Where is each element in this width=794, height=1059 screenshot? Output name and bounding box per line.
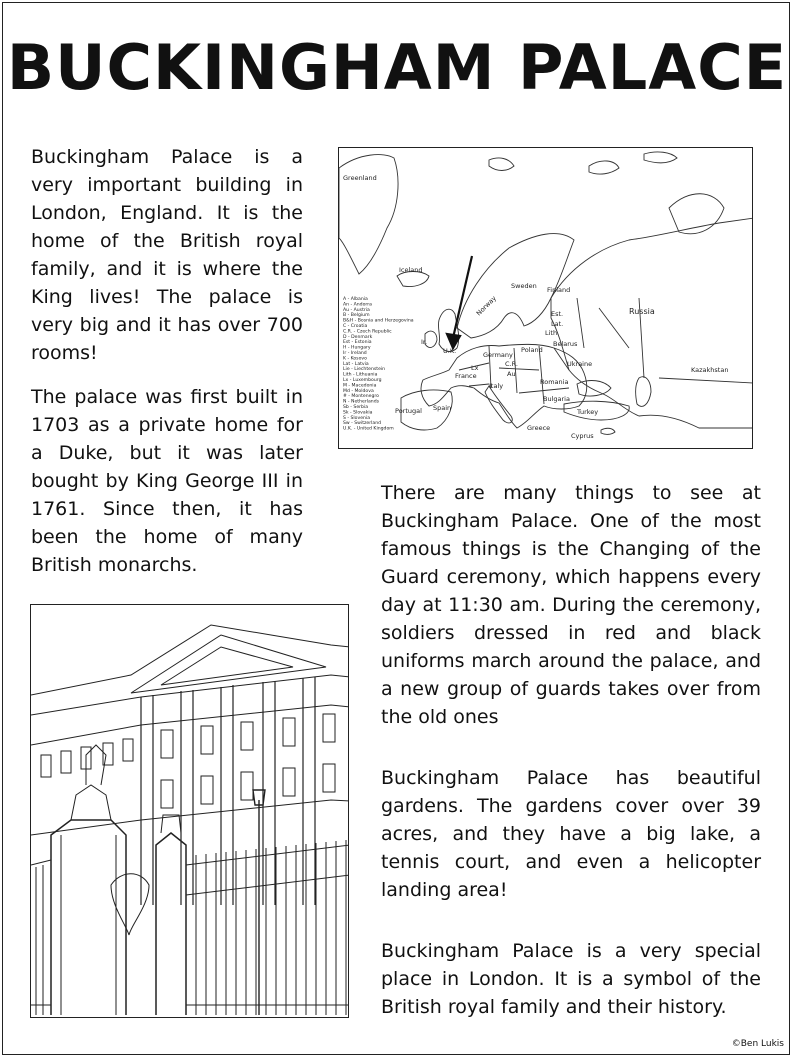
paragraph-changing-guard: There are many things to see at Buckingham Palace. One of the most famous things is the Changing of the Guard ceremony, which happens every day at 11:30 am. During the ceremony, soldiers dressed in red and black uniforms march around the palace, and a new group of guards takes over from the old ones <box>381 482 761 728</box>
label-cr: C.R. <box>505 360 518 368</box>
legend-item: C - Croatia <box>343 324 368 329</box>
page-title: BUCKINGHAM PALACE <box>6 31 788 104</box>
legend-item: H - Hungary <box>343 345 371 351</box>
label-greece: Greece <box>527 424 551 432</box>
legend-item: Sb - Serbia <box>343 405 369 410</box>
legend-item: C.R. - Czech Republic <box>343 329 392 335</box>
label-au: Au <box>507 370 516 378</box>
paragraph-conclusion: Buckingham Palace is a very special place in London. It is a symbol of the British royal family and their history. <box>381 940 761 1018</box>
label-ir: Ir. <box>421 338 428 346</box>
russia-shape <box>551 218 753 428</box>
label-est: Est. <box>551 310 564 318</box>
label-kazakhstan: Kazakhstan <box>691 366 729 374</box>
legend-item: B&H - Bosnia and Herzegovina <box>343 318 414 324</box>
legend-item: S - Slovenia <box>343 415 371 421</box>
legend-item: # - Montenegro <box>343 394 379 400</box>
label-belarus: Belarus <box>553 340 578 348</box>
label-lat: Lat. <box>551 320 564 328</box>
label-lith: Lith. <box>545 329 560 337</box>
legend-item: Lie - Liechtenstein <box>343 367 386 373</box>
legend-item: Ir - Ireland <box>343 351 367 356</box>
label-norway: Norway <box>474 294 498 318</box>
paragraph-intro: Buckingham Palace is a very important building in London, England. It is the home of the British royal family, and it is where the King lives! The palace is very big and it has over 700 rooms! <box>31 146 303 364</box>
greenland-shape <box>339 155 398 274</box>
legend-item: Md - Moldova <box>343 388 374 394</box>
label-sweden: Sweden <box>511 282 537 290</box>
label-russia: Russia <box>629 307 655 316</box>
legend-item: Lat - Latvia <box>343 361 369 367</box>
label-poland: Poland <box>521 346 543 354</box>
legend-item: M - Macedonia <box>343 383 377 389</box>
legend-item: Lx - Luxembourg <box>343 378 382 383</box>
legend-item: Sw - Switzerland <box>343 421 382 427</box>
legend-item: An - Andorra <box>343 302 372 308</box>
legend-item: K - Kosovo <box>343 356 367 362</box>
label-romania: Romania <box>540 378 569 386</box>
label-lx: Lx <box>471 364 479 372</box>
label-finland: Finland <box>547 286 571 294</box>
label-turkey: Turkey <box>577 408 599 416</box>
label-spain: Spain <box>433 404 452 412</box>
legend-item: Lith - Lithuania <box>343 372 378 378</box>
credit-text: ©Ben Lukis <box>731 1039 784 1049</box>
label-ukraine: Ukraine <box>567 360 593 368</box>
europe-map <box>338 147 753 449</box>
legend-item: N - Netherlands <box>343 399 380 405</box>
legend-item: Est - Estonia <box>343 340 372 346</box>
label-cyprus: Cyprus <box>571 432 594 440</box>
label-germany: Germany <box>483 351 513 359</box>
label-bulgaria: Bulgaria <box>543 395 570 403</box>
label-iceland: Iceland <box>399 266 423 274</box>
paragraph-gardens: Buckingham Palace has beautiful gardens. The gardens cover over 39 acres, and they have a big lake, a tennis court, and even a helicopter landing area! <box>381 767 761 901</box>
label-portugal: Portugal <box>395 407 422 415</box>
legend-item: Au - Austria <box>343 307 370 313</box>
legend-item: D - Denmark <box>343 334 373 340</box>
palace-illustration <box>30 604 349 1018</box>
label-greenland: Greenland <box>343 174 377 182</box>
label-france: France <box>455 372 477 380</box>
label-uk: U.K. <box>443 347 457 355</box>
legend-item: Sk - Slovakia <box>343 410 373 416</box>
legend-item: B - Belgium <box>343 313 370 319</box>
legend-item: U.K. - United Kingdom <box>343 426 394 432</box>
legend-item: A - Albania <box>343 297 368 302</box>
paragraph-history: The palace was first built in 1703 as a private home for a Duke, but it was later bought by King George III in 1761. Since then, it has been the home of many British monarchs. <box>31 386 303 576</box>
label-italy: Italy <box>489 382 504 390</box>
